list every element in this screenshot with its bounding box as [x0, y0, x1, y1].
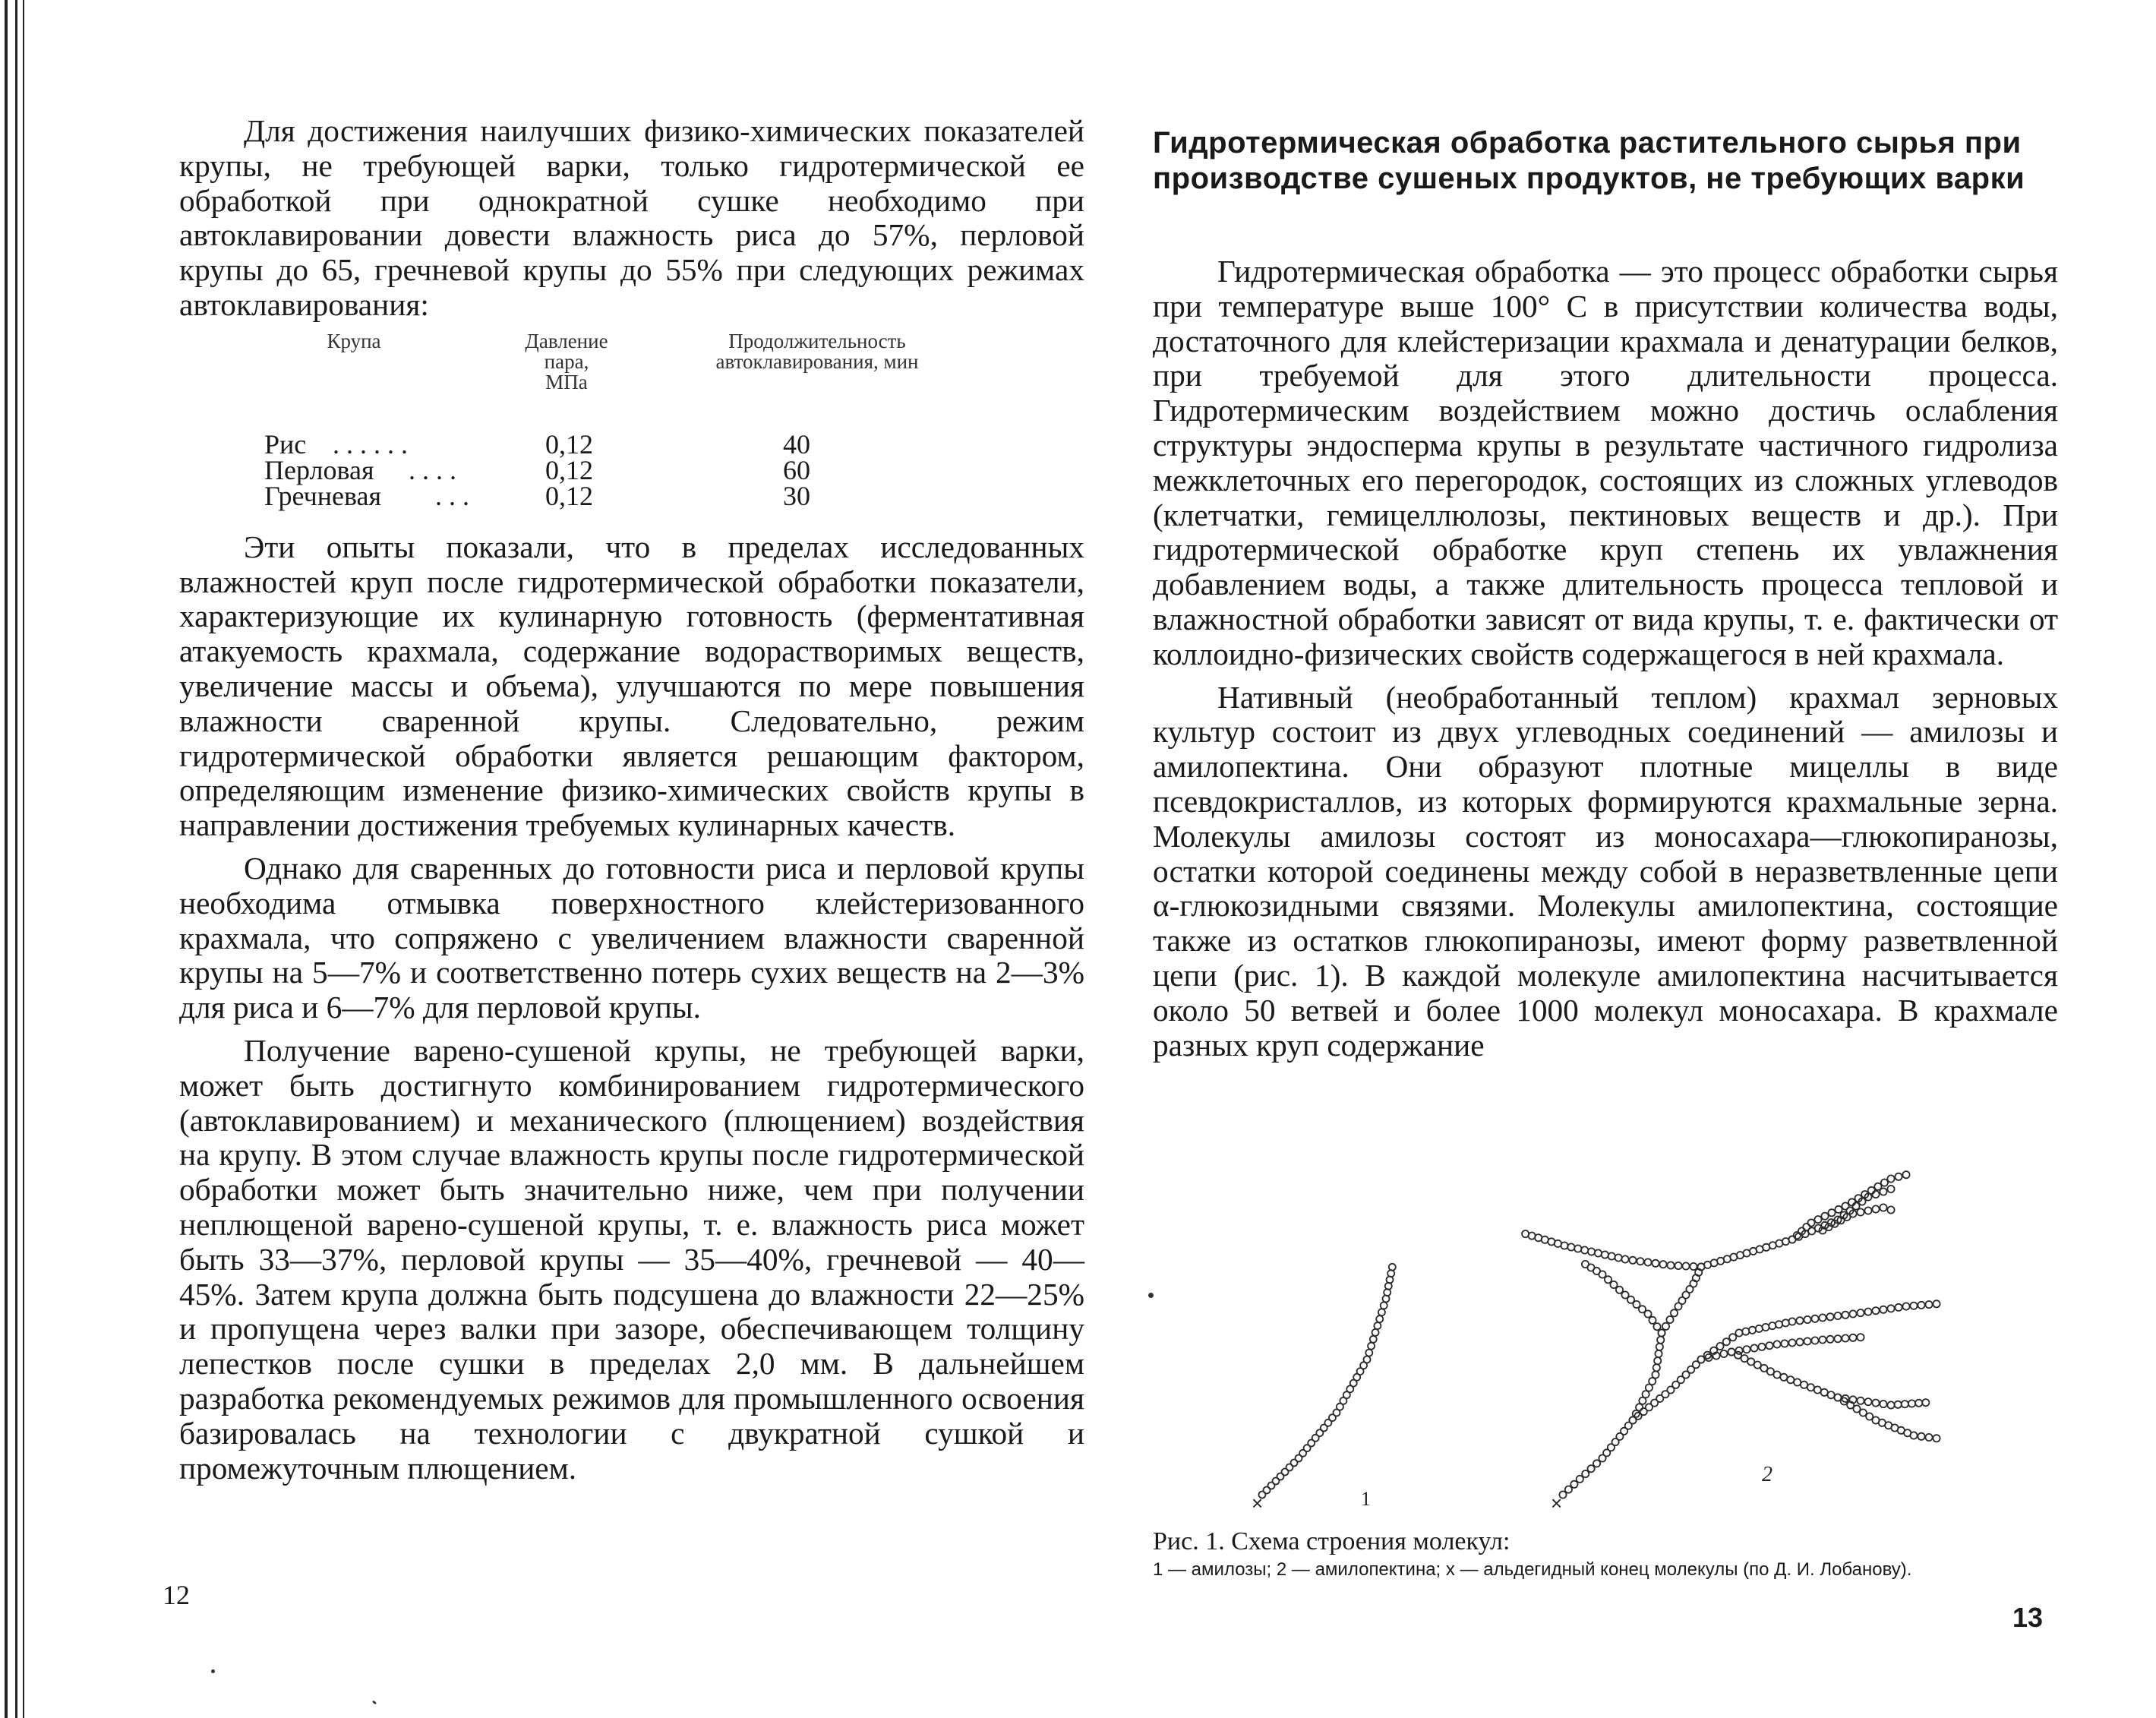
- glucose-bead: [1925, 1434, 1932, 1441]
- glucose-bead: [1608, 1252, 1615, 1259]
- glucose-bead: [1729, 1334, 1736, 1341]
- page-number: 13: [2012, 1602, 2044, 1633]
- glucose-bead: [1582, 1261, 1589, 1268]
- glucose-bead: [1593, 1460, 1600, 1467]
- glucose-bead: [1880, 1401, 1886, 1407]
- glucose-bead: [1682, 1262, 1689, 1269]
- glucose-bead: [1588, 1465, 1595, 1472]
- glucose-bead: [1653, 1323, 1660, 1330]
- glucose-bead: [1804, 1337, 1810, 1344]
- glucose-bead: [1372, 1329, 1379, 1336]
- glucose-bead: [1872, 1307, 1879, 1314]
- glucose-bead: [1925, 1301, 1932, 1308]
- glucose-bead: [1887, 1206, 1894, 1213]
- glucose-bead: [1811, 1337, 1818, 1344]
- glucose-bead: [1872, 1205, 1879, 1212]
- paragraph: Эти опыты показали, что в пределах исследованных влажностей круп после гидротермической обработки показатели, характеризующие их кулинарную готовность (ферментативная атакуемость крахмала, содержание водорастворимых веществ, увеличение массы и объема), улучшаются по мере повышения влажности сваренной крупы. Следовательно, режим гидротермической обработки является решающим фактором, определяющим изменение физико-химических свойств крупы в направлении достижения требуемых кулинарных качеств.: [179, 529, 1084, 843]
- glucose-bead: [1801, 1382, 1807, 1388]
- glucose-bead: [1782, 1319, 1789, 1326]
- glucose-bead: [1872, 1400, 1879, 1407]
- glucose-bead: [1933, 1300, 1940, 1307]
- glucose-bead: [1821, 1213, 1828, 1220]
- glucose-bead: [1881, 1180, 1888, 1186]
- glucose-bead: [1814, 1386, 1821, 1393]
- glucose-bead: [1895, 1173, 1902, 1180]
- glucose-bead: [1918, 1302, 1924, 1309]
- scan-speck: [1148, 1293, 1154, 1298]
- glucose-bead: [1887, 1401, 1894, 1408]
- left-text-column: [179, 114, 1084, 1494]
- glucose-bead: [1788, 1339, 1795, 1346]
- glucose-bead: [1649, 1317, 1656, 1324]
- glucose-bead: [1857, 1309, 1864, 1316]
- right-page: [1078, 0, 2156, 1718]
- glucose-bead: [1902, 1303, 1909, 1309]
- glucose-bead: [1749, 1327, 1756, 1334]
- glucose-bead: [1857, 1397, 1864, 1404]
- amylopectin-chain: [1522, 1171, 1940, 1499]
- glucose-bead: [1864, 1309, 1871, 1315]
- molecule-structure-figure: [1245, 1170, 2005, 1515]
- glucose-bead: [1796, 1338, 1803, 1345]
- table-row: [264, 480, 1024, 511]
- glucose-bead: [1842, 1312, 1848, 1319]
- glucose-bead: [1574, 1245, 1581, 1252]
- glucose-bead: [1602, 1251, 1608, 1258]
- figure-label-amylopectin: 2: [1762, 1463, 1772, 1486]
- glucose-bead: [1387, 1270, 1394, 1277]
- glucose-bead: [1910, 1303, 1917, 1309]
- glucose-bead: [1656, 1344, 1663, 1350]
- glucose-bead: [1933, 1435, 1940, 1442]
- glucose-bead: [1842, 1202, 1848, 1209]
- glucose-bead: [1834, 1312, 1841, 1319]
- glucose-bead: [1644, 1258, 1651, 1265]
- figure-label-amylose: 1: [1361, 1488, 1371, 1510]
- glucose-bead: [1849, 1310, 1856, 1317]
- glucose-bead: [1895, 1304, 1902, 1311]
- paragraph: Получение варено-сушеной крупы, не требующей варки, может быть достигнуто комбинированием гидротермического (автоклавированием) и механического (плющением) воздействия на крупу. В этом случае влажность крупы после гидротермической обработки может быть значительно ниже, чем при получении неплющеной варено-сушеной крупы, т. е. влажность риса может быть 33—37%, перловой крупы — 35—40%, гречневой — 40—45%. Затем крупа должна быть подсушена до влажности 22—25% и пропущена через валки при зазоре, обеспечивающем толщину лепестков после сушки в пределах 2,0 мм. В дальнейшем разработка рекомендуемых режимов для промышленного освоения базировалась на технологии с двукратной сушкой и промежуточным плющением.: [179, 1032, 1084, 1486]
- paragraph: Нативный (необработанный теплом) крахмал зерновых культур состоит из двух углеводных соединений — амилозы и амилопектина. Они образуют плотные мицеллы в виде псевдокристаллов, из которых формируются крахмальные зерна. Молекулы амилозы состоят из моносахара—глюкопиранозы, остатки которой соединены между собой в неразветвленные цепи α-глюкозидными связями. Молекулы амилопектина, состоящие также из остатков глюкопиранозы, имеют форму разветвленной цепи (рис. 1). В каждой молекуле амилопектина насчитывается около 50 ветвей и более 1000 молекул моносахара. В крахмале разных круп содержание: [1153, 679, 2058, 1063]
- glucose-bead: [1918, 1433, 1924, 1440]
- glucose-bead: [1697, 1356, 1704, 1363]
- glucose-bead: [1577, 1476, 1583, 1483]
- right-text-column: [1153, 254, 2058, 1071]
- grain-name: Рис: [264, 428, 307, 460]
- table-header-duration: Продолжительность автоклавирования, мин: [715, 329, 919, 373]
- glucose-bead: [1621, 1291, 1628, 1298]
- glucose-bead: [1582, 1470, 1589, 1477]
- glucose-bead: [1807, 1384, 1814, 1391]
- glucose-bead: [1922, 1399, 1929, 1406]
- glucose-bead: [1655, 1350, 1662, 1357]
- glucose-bead: [1821, 1389, 1828, 1396]
- glucose-bead: [1902, 1401, 1908, 1407]
- glucose-bead: [1872, 1191, 1879, 1198]
- glucose-bead: [1735, 1329, 1742, 1336]
- glucose-bead: [1659, 1261, 1666, 1268]
- leader-dots: . . . . . .: [333, 428, 408, 460]
- glucose-bead: [1811, 1315, 1818, 1322]
- glucose-bead: [1895, 1401, 1902, 1408]
- scan-speck: [372, 1700, 377, 1704]
- glucose-bead: [1389, 1264, 1396, 1271]
- glucose-bead: [1581, 1246, 1588, 1253]
- glucose-bead: [1868, 1187, 1875, 1194]
- grain-name: Перловая: [264, 454, 374, 485]
- glucose-bead: [1522, 1230, 1529, 1237]
- glucose-bead: [1750, 1344, 1757, 1351]
- figure-caption-legend: 1 — амилозы; 2 — амилопектина; х — альдегидный конец молекулы (по Д. И. Лобанову).: [1153, 1559, 1912, 1580]
- glucose-bead: [1662, 1323, 1669, 1330]
- duration-value: 30: [783, 480, 810, 511]
- glucose-bead: [1828, 1209, 1835, 1216]
- glucose-bead: [1637, 1258, 1643, 1265]
- glucose-bead: [1794, 1379, 1801, 1385]
- glucose-bead: [1629, 1257, 1636, 1264]
- autoclave-table: [179, 331, 1084, 530]
- glucose-bead: [1773, 1371, 1780, 1378]
- glucose-bead: [1376, 1315, 1383, 1322]
- glucose-bead: [1743, 1346, 1750, 1353]
- glucose-bead: [1819, 1314, 1826, 1321]
- glucose-bead: [1616, 1287, 1623, 1293]
- figure-caption-title: Рис. 1. Схема строения молекул:: [1153, 1527, 1510, 1555]
- glucose-bead: [1781, 1340, 1788, 1347]
- glucose-bead: [1826, 1313, 1833, 1320]
- glucose-bead: [1605, 1276, 1611, 1283]
- glucose-bead: [1788, 1318, 1795, 1325]
- glucose-bead: [1370, 1336, 1377, 1343]
- glucose-bead: [1880, 1306, 1886, 1313]
- glucose-bead: [1381, 1302, 1387, 1309]
- glucose-bead: [1819, 1336, 1826, 1343]
- glucose-bead: [1615, 1254, 1622, 1261]
- glucose-bead: [1723, 1338, 1730, 1345]
- paragraph: Гидротермическая обработка — это процесс обработки сырья при температуре выше 100° С в присутствии количества воды, достаточного для клейстеризации крахмала и денатурации белков, при требуемой для этого длительности процесса. Гидротермическим воздействием можно достичь ослабления структуры эндосперма крупы в результате частичного гидролиза межклеточных его перегородок, состоящих из сложных углеводов (клетчатки, гемицеллюлозы, пектиновых веществ и др.). При гидротермической обработке круп степень их увлажнения добавлением воды, а также длительность процесса тепловой и влажностной обработки зависят от вида крупы, т. е. фактически от коллоидно-физических свойств содержащегося в ней крахмала.: [1153, 254, 2058, 671]
- glucose-bead: [1368, 1343, 1375, 1350]
- table-header-pressure: Давление пара, МПа: [525, 329, 608, 393]
- leader-dots: . . . .: [409, 454, 456, 485]
- glucose-bead: [1835, 1206, 1842, 1213]
- aldehyde-end-mark: ×: [1551, 1492, 1563, 1514]
- glucose-bead: [1595, 1249, 1602, 1256]
- duration-value: 40: [783, 428, 810, 460]
- glucose-bead: [1378, 1309, 1385, 1315]
- glucose-bead: [1864, 1398, 1871, 1405]
- glucose-bead: [1826, 1336, 1833, 1343]
- glucose-bead: [1756, 1325, 1763, 1332]
- duration-value: 60: [783, 454, 810, 485]
- amylose-chain: [1259, 1264, 1396, 1499]
- glucose-bead: [1652, 1260, 1659, 1267]
- glucose-bead: [1654, 1357, 1661, 1364]
- paragraph: Однако для сваренных до готовности риса и перловой крупы необходима отмывка поверхностного клейстеризованного крахмала, что сопряжено с увеличением влажности сваренной крупы на 5—7% и соответственно потерь сухих веществ на 2—3% для риса и 6—7% для перловой крупы.: [179, 850, 1084, 1025]
- glucose-bead: [1374, 1322, 1381, 1329]
- glucose-bead: [1588, 1248, 1595, 1255]
- glucose-bead: [1902, 1171, 1909, 1178]
- glucose-bead: [1776, 1321, 1782, 1328]
- glucose-bead: [1849, 1334, 1856, 1341]
- glucose-bead: [1769, 1322, 1776, 1329]
- glucose-bead: [1690, 1263, 1697, 1270]
- glucose-bead: [1915, 1400, 1922, 1407]
- glucose-bead: [1666, 1316, 1673, 1323]
- paragraph: Для достижения наилучших физико-химических показателей крупы, не требующей варки, только гидротермической ее обработкой при однократной сушке необходимо при автоклавировании довести влажность риса до 57%, перловой крупы до 65, гречневой крупы до 55% при следующих режимах автоклавирования:: [179, 113, 1084, 322]
- glucose-bead: [1570, 1481, 1577, 1488]
- glucose-bead: [1675, 1262, 1681, 1269]
- glucose-bead: [1766, 1342, 1772, 1349]
- glucose-bead: [1852, 1202, 1859, 1209]
- glucose-bead: [1657, 1337, 1664, 1344]
- glucose-bead: [1864, 1207, 1871, 1214]
- glucose-bead: [1804, 1316, 1810, 1323]
- pressure-value: 0,12: [545, 480, 593, 511]
- glucose-bead: [1364, 1356, 1371, 1363]
- pressure-value: 0,12: [545, 428, 593, 460]
- glucose-bead: [1720, 1350, 1727, 1357]
- glucose-bead: [1857, 1334, 1864, 1341]
- glucose-bead: [1787, 1376, 1794, 1383]
- aldehyde-end-mark: ×: [1252, 1492, 1264, 1514]
- glucose-bead: [1814, 1216, 1821, 1223]
- glucose-bead: [1807, 1219, 1814, 1226]
- glucose-bead: [1887, 1186, 1894, 1192]
- scan-speck: [211, 1669, 215, 1673]
- glucose-bead: [1828, 1391, 1835, 1398]
- grain-name: Гречневая: [264, 480, 382, 511]
- glucose-bead: [1910, 1432, 1917, 1439]
- glucose-bead: [1384, 1289, 1391, 1296]
- table-row: [264, 454, 1024, 485]
- glucose-bead: [1874, 1183, 1881, 1190]
- glucose-bead: [1780, 1374, 1787, 1381]
- glucose-bead: [1842, 1334, 1848, 1341]
- glucose-bead: [1848, 1198, 1855, 1205]
- glucose-bead: [1908, 1400, 1915, 1407]
- glucose-bead: [1834, 1335, 1841, 1342]
- glucose-bead: [1610, 1281, 1617, 1288]
- glucose-bead: [1621, 1255, 1628, 1262]
- glucose-bead: [1716, 1343, 1723, 1350]
- leader-dots: . . .: [435, 480, 469, 511]
- glucose-bead: [1762, 1324, 1769, 1331]
- glucose-bead: [1567, 1243, 1574, 1250]
- glucose-bead: [1773, 1341, 1780, 1347]
- glucose-bead: [1658, 1329, 1665, 1336]
- table-row: [264, 428, 1024, 460]
- glucose-bead: [1671, 1309, 1678, 1316]
- glucose-bead: [1758, 1344, 1765, 1350]
- glucose-bead: [1653, 1364, 1660, 1371]
- glucose-bead: [1880, 1204, 1886, 1211]
- page-number: 12: [163, 1580, 190, 1610]
- glucose-bead: [1857, 1208, 1864, 1215]
- section-title: Гидротермическая обработка растительного сырья при производстве сушеных продуктов, не требующих варки: [1153, 126, 2025, 195]
- glucose-bead: [1742, 1328, 1749, 1335]
- glucose-bead: [1667, 1262, 1674, 1268]
- glucose-bead: [1652, 1371, 1659, 1378]
- glucose-bead: [1887, 1305, 1894, 1312]
- glucose-bead: [1887, 1175, 1894, 1182]
- glucose-bead: [1796, 1317, 1803, 1324]
- table-header-grain: Крупа: [327, 329, 381, 352]
- pressure-value: 0,12: [545, 454, 593, 485]
- glucose-bead: [1565, 1486, 1572, 1493]
- glucose-bead: [1365, 1350, 1372, 1356]
